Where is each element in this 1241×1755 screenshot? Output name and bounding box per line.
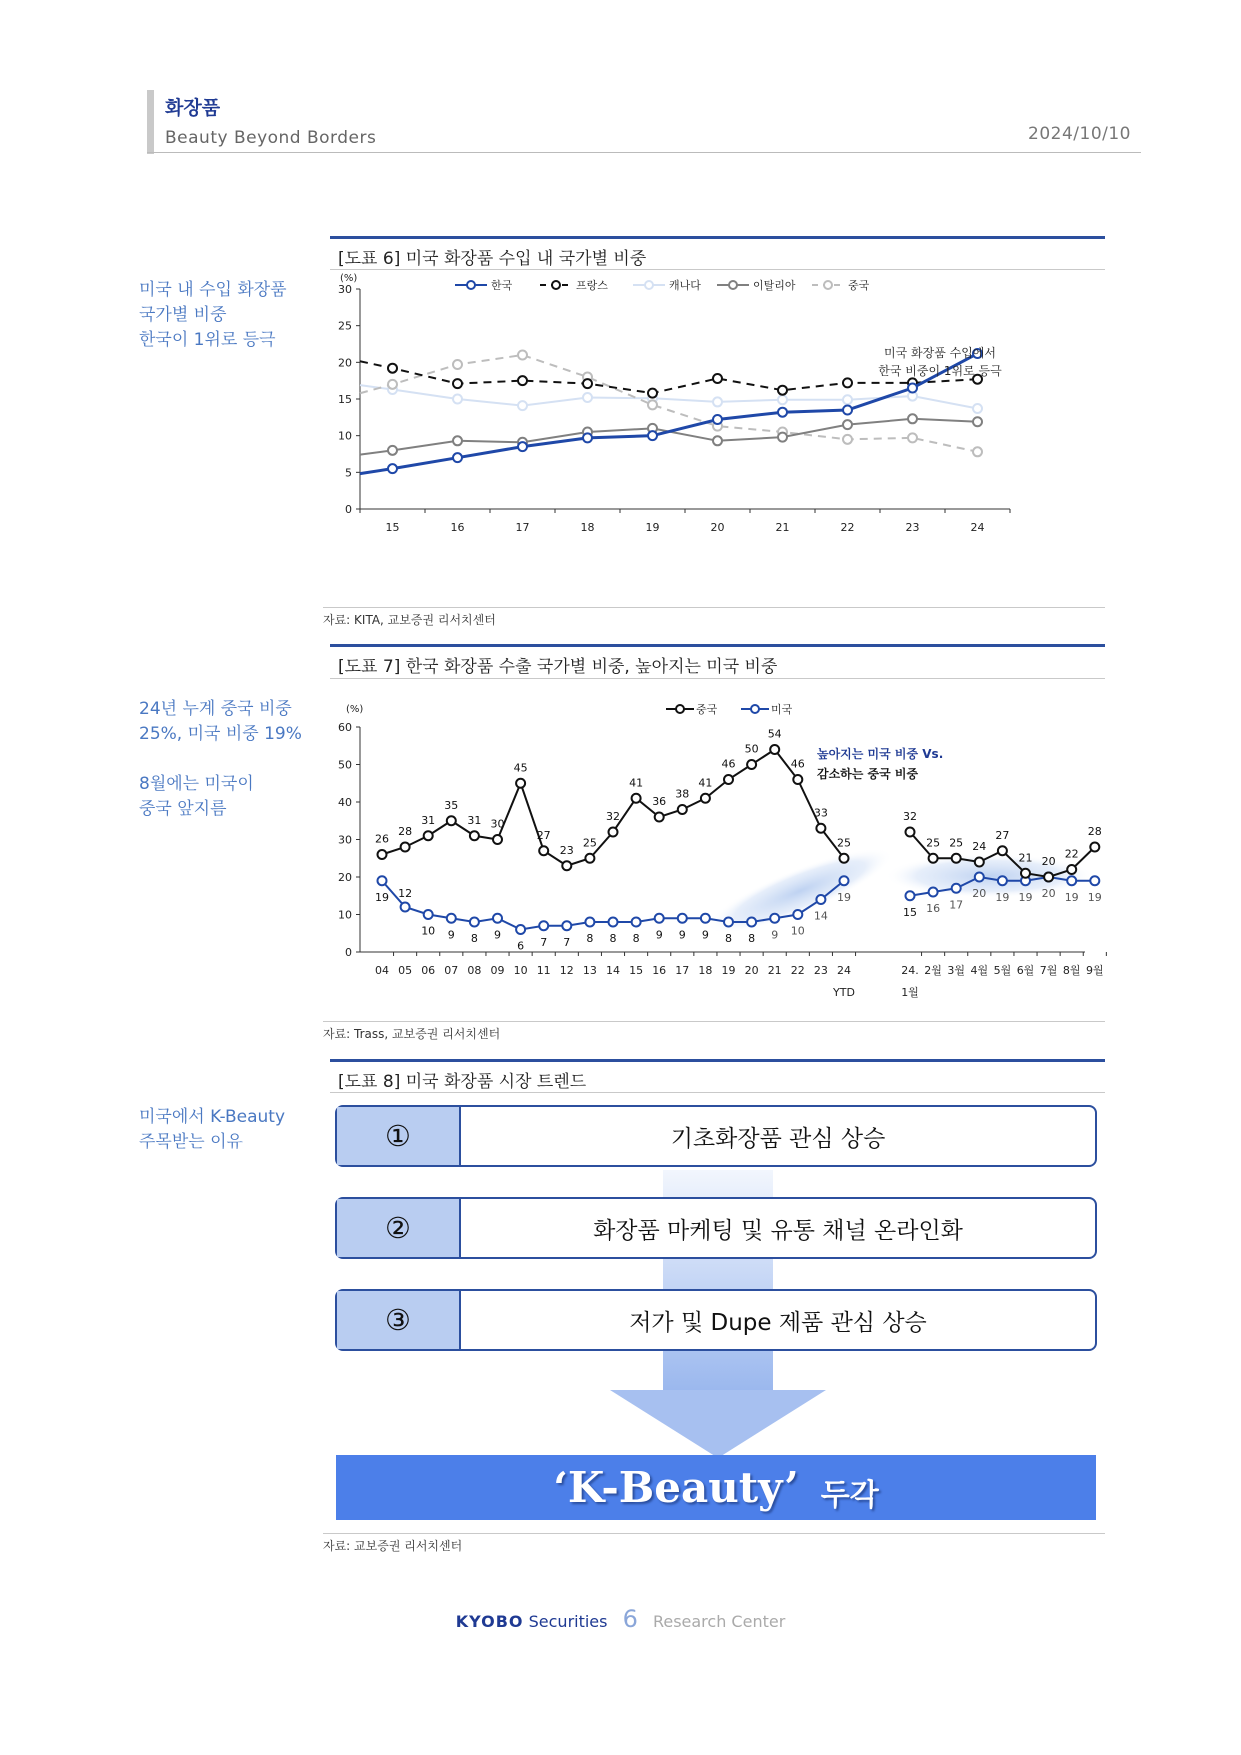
- data-point: [562, 861, 571, 870]
- data-label: 7: [540, 935, 548, 949]
- y-tick-label: 15: [338, 393, 352, 406]
- data-label: 9: [655, 928, 663, 942]
- x-tick-label: 15: [385, 521, 400, 534]
- legend-item: [455, 278, 513, 292]
- y-tick-label: 50: [338, 758, 352, 772]
- x-tick-label: 17: [515, 521, 530, 534]
- data-point: [378, 876, 387, 885]
- x-tick-label: 08: [467, 964, 482, 977]
- data-point: [648, 431, 657, 440]
- data-point: [583, 379, 592, 388]
- legend-item: [717, 278, 796, 292]
- data-point: [840, 854, 849, 863]
- data-point: [632, 918, 641, 927]
- data-point: [770, 914, 779, 923]
- data-label: 8: [586, 932, 594, 945]
- legend-label: 한국: [491, 279, 513, 292]
- data-label: 9: [771, 928, 779, 942]
- legend-label: 미국: [771, 703, 793, 716]
- side-note-line: 미국 내 수입 화장품: [139, 280, 287, 300]
- data-label: 19: [375, 890, 389, 904]
- data-point: [793, 910, 802, 919]
- side-note-line: 국가별 비중: [139, 305, 227, 325]
- x-tick-label: 20: [710, 521, 725, 534]
- data-point: [424, 831, 433, 840]
- fig7-bottom-rule: [323, 1021, 1105, 1022]
- report-date: 2024/10/10: [1028, 124, 1131, 144]
- y-tick-label: 10: [338, 429, 352, 443]
- legend-marker: [824, 281, 832, 289]
- data-point: [793, 775, 802, 784]
- x-tick-label: 9월: [1085, 964, 1104, 977]
- legend-marker: [552, 281, 560, 289]
- kbeauty-banner: [336, 1455, 1096, 1520]
- fig7-chart: [330, 692, 1105, 1012]
- data-point: [583, 433, 592, 442]
- y-tick-label: 40: [338, 796, 352, 809]
- x-tick-label: 09: [490, 964, 505, 977]
- data-point: [585, 854, 594, 863]
- report-subtitle: Beauty Beyond Borders: [165, 128, 377, 148]
- x-tick-label: 16: [652, 964, 667, 977]
- data-point: [518, 376, 527, 385]
- data-point: [816, 895, 825, 904]
- fig7-annotation-line2: 감소하는 중국 비중: [817, 767, 919, 781]
- data-point: [516, 925, 525, 934]
- data-label: 27: [995, 828, 1010, 842]
- trend-box-3: [335, 1289, 1097, 1351]
- data-point: [929, 888, 938, 897]
- side-note-fig7: [139, 697, 314, 822]
- side-note-line: 주목받는 이유: [139, 1132, 243, 1152]
- fig6-top-rule: [330, 236, 1105, 239]
- series-line: [360, 419, 978, 455]
- side-note-line: 24년 누계 중국 비중: [139, 699, 292, 719]
- x-tick-label: 16: [450, 521, 465, 534]
- data-label: 21: [1018, 851, 1033, 865]
- data-point: [518, 442, 527, 451]
- x-tick-label: 07: [444, 964, 459, 977]
- data-point: [424, 910, 433, 919]
- fig6-annotation-line1: 미국 화장품 수입에서: [884, 346, 996, 360]
- x-tick-label: 18: [698, 964, 713, 977]
- data-label: 41: [629, 776, 644, 790]
- legend-item: [741, 702, 793, 716]
- x-tick-label: 23: [905, 521, 920, 534]
- data-point: [908, 384, 917, 393]
- legend-marker: [467, 281, 475, 289]
- legend-marker: [676, 705, 684, 713]
- data-point: [778, 408, 787, 417]
- data-point: [816, 824, 825, 833]
- fig8-title-rule: [330, 1092, 1105, 1093]
- data-label: 19: [837, 890, 851, 904]
- data-point: [562, 921, 571, 930]
- legend-item: [812, 279, 870, 292]
- data-point: [906, 891, 915, 900]
- data-label: 25: [837, 836, 851, 850]
- y-tick-label: 5: [345, 466, 352, 480]
- data-label: 19: [995, 890, 1010, 904]
- x-tick-label: 17: [675, 964, 690, 977]
- data-point: [539, 921, 548, 930]
- data-point: [648, 389, 657, 398]
- data-label: 17: [949, 898, 964, 912]
- data-point: [518, 401, 527, 410]
- data-point: [678, 914, 687, 923]
- data-label: 46: [790, 757, 805, 771]
- data-label: 26: [375, 832, 389, 846]
- legend-item: [540, 278, 608, 292]
- data-point: [678, 805, 687, 814]
- x-tick-sublabel: 1월: [901, 986, 919, 999]
- data-point: [447, 914, 456, 923]
- x-tick-label: 21: [775, 521, 790, 534]
- x-tick-label: 23: [813, 964, 828, 977]
- x-tick-label: 12: [559, 964, 574, 977]
- fig6-chart: [330, 273, 1105, 603]
- data-label: 12: [398, 887, 413, 900]
- fig7-axes: [338, 704, 1106, 999]
- data-point: [975, 858, 984, 867]
- data-label: 32: [903, 810, 917, 823]
- y-tick-label: 30: [338, 283, 352, 296]
- x-tick-label: 7월: [1039, 964, 1058, 977]
- trend-number: ③: [337, 1291, 461, 1349]
- data-point: [609, 828, 618, 837]
- data-label: 19: [1018, 890, 1033, 904]
- data-label: 16: [926, 902, 941, 915]
- data-label: 31: [421, 813, 436, 827]
- data-point: [388, 364, 397, 373]
- data-label: 20: [1041, 887, 1056, 900]
- x-tick-label: 14: [606, 964, 620, 977]
- page-number: 6: [622, 1605, 638, 1633]
- data-point: [453, 436, 462, 445]
- x-tick-label: 15: [629, 964, 644, 977]
- data-label: 15: [903, 905, 917, 919]
- legend-label: 중국: [848, 279, 870, 292]
- data-point: [770, 745, 779, 754]
- data-label: 23: [559, 843, 574, 857]
- side-note-line: 25%, 미국 비중 19%: [139, 724, 302, 744]
- trend-box-2: [335, 1197, 1097, 1259]
- x-tick-label: 24.: [901, 964, 919, 977]
- data-point: [908, 433, 917, 442]
- x-tick-label: 2월: [924, 964, 942, 977]
- trend-text: 기초화장품 관심 상승: [670, 1125, 886, 1152]
- section-title: 화장품: [165, 97, 221, 119]
- x-tick-label: 24: [970, 521, 985, 534]
- data-point: [747, 760, 756, 769]
- data-point: [1067, 865, 1076, 874]
- data-point: [724, 918, 733, 927]
- data-point: [401, 843, 410, 852]
- kbeauty-banner-sub: 두각: [820, 1477, 879, 1513]
- data-point: [1044, 873, 1053, 882]
- data-point: [778, 433, 787, 442]
- footer-brand-sub: Securities: [528, 1612, 608, 1631]
- data-point: [1090, 876, 1099, 885]
- data-label: 38: [675, 787, 690, 801]
- x-tick-label: 8월: [1062, 964, 1081, 977]
- data-point: [843, 420, 852, 429]
- data-label: 36: [652, 795, 667, 808]
- data-point: [973, 404, 982, 413]
- data-point: [952, 884, 961, 893]
- data-label: 8: [609, 932, 617, 945]
- data-point: [843, 378, 852, 387]
- data-point: [840, 876, 849, 885]
- side-note-line: [139, 747, 314, 772]
- data-point: [843, 395, 852, 404]
- side-note-line: 8월에는 미국이: [139, 774, 254, 794]
- data-point: [908, 414, 917, 423]
- data-label: 22: [1064, 847, 1079, 861]
- data-point: [1021, 869, 1030, 878]
- fig6-legend: [455, 278, 870, 292]
- data-point: [453, 379, 462, 388]
- header-accent-bar: [147, 90, 154, 154]
- data-point: [1067, 876, 1076, 885]
- y-tick-label: 0: [345, 503, 352, 516]
- data-point: [655, 914, 664, 923]
- data-point: [747, 918, 756, 927]
- data-label: 19: [1087, 890, 1102, 904]
- data-point: [843, 435, 852, 444]
- x-tick-label: 10: [513, 964, 528, 977]
- data-label: 6: [517, 939, 525, 953]
- fig7-highlight-monthly: [885, 854, 1095, 898]
- data-label: 45: [513, 761, 528, 775]
- y-unit-label: (%): [346, 704, 364, 715]
- x-tick-label: 13: [582, 964, 597, 977]
- series-이탈리아: [360, 414, 982, 455]
- y-unit-label: (%): [340, 273, 358, 284]
- side-note-line: 미국에서 K-Beauty: [139, 1107, 286, 1127]
- data-point: [388, 446, 397, 455]
- fig7-title: [도표 7] 한국 화장품 수출 국가별 비중, 높아지는 미국 비중: [338, 657, 778, 677]
- y-tick-label: 60: [338, 721, 352, 734]
- legend-item: [666, 703, 718, 716]
- data-label: 25: [926, 836, 941, 850]
- data-point: [493, 914, 502, 923]
- trend-text: 화장품 마케팅 및 유통 채널 온라인화: [593, 1217, 963, 1244]
- data-point: [518, 351, 527, 360]
- legend-label: 중국: [696, 703, 718, 716]
- data-point: [632, 794, 641, 803]
- data-label: 10: [421, 924, 436, 938]
- data-label: 8: [748, 932, 756, 945]
- y-tick-label: 20: [338, 871, 352, 884]
- data-label: 54: [767, 727, 782, 741]
- data-point: [378, 850, 387, 859]
- data-label: 19: [1064, 890, 1079, 904]
- header-divider: [147, 152, 1141, 153]
- data-point: [388, 380, 397, 389]
- data-point: [648, 400, 657, 409]
- data-point: [453, 453, 462, 462]
- legend-label: 이탈리아: [753, 279, 796, 292]
- data-point: [470, 831, 479, 840]
- footer-brand: KYOBO: [455, 1612, 524, 1631]
- fig6-bottom-rule: [323, 607, 1105, 608]
- fig8-title: [도표 8] 미국 화장품 시장 트렌드: [338, 1072, 587, 1092]
- data-point: [1090, 843, 1099, 852]
- fig6-annotation-line2: 한국 비중이 1위로 등극: [878, 364, 1002, 378]
- data-label: 50: [744, 742, 759, 756]
- data-point: [973, 417, 982, 426]
- data-point: [998, 876, 1007, 885]
- x-tick-label: 05: [398, 964, 413, 977]
- x-tick-label: 22: [840, 521, 855, 534]
- data-point: [447, 816, 456, 825]
- side-note-fig8: [139, 1105, 314, 1155]
- x-tick-label: 06: [421, 964, 436, 977]
- data-label: 9: [447, 928, 455, 942]
- data-point: [539, 846, 548, 855]
- data-point: [585, 918, 594, 927]
- data-point: [701, 914, 710, 923]
- data-point: [778, 395, 787, 404]
- data-point: [453, 395, 462, 404]
- x-tick-label: 24: [837, 964, 851, 977]
- data-point: [453, 360, 462, 369]
- x-tick-label: 3월: [947, 964, 966, 977]
- data-point: [713, 415, 722, 424]
- x-tick-label: 18: [580, 521, 595, 534]
- x-tick-label: 4월: [970, 964, 989, 977]
- data-point: [843, 406, 852, 415]
- data-point: [998, 846, 1007, 855]
- data-point: [493, 835, 502, 844]
- x-tick-label: 19: [721, 964, 736, 977]
- data-label: 30: [490, 817, 505, 831]
- data-label: 35: [444, 798, 459, 812]
- fig6-source: 자료: KITA, 교보증권 리서치센터: [323, 613, 496, 627]
- data-label: 9: [494, 928, 501, 942]
- fig8-bottom-rule: [323, 1533, 1105, 1534]
- data-point: [713, 436, 722, 445]
- legend-label: 프랑스: [576, 279, 608, 292]
- x-tick-label: 19: [645, 521, 660, 534]
- data-point: [952, 854, 961, 863]
- data-label: 20: [1041, 855, 1056, 868]
- fig6-axes: [338, 273, 1010, 534]
- y-tick-label: 30: [338, 833, 352, 847]
- data-label: 8: [470, 932, 478, 945]
- x-tick-label: 11: [536, 964, 551, 977]
- data-label: 28: [1087, 825, 1102, 838]
- fig7-title-rule: [330, 678, 1105, 679]
- fig7-top-rule: [330, 644, 1105, 647]
- data-label: 7: [563, 935, 571, 949]
- x-tick-sublabel: YTD: [833, 986, 855, 999]
- side-note-line: 중국 앞지름: [139, 799, 227, 819]
- data-label: 28: [398, 825, 413, 838]
- data-label: 8: [725, 932, 732, 945]
- kbeauty-banner-main: ‘K-Beauty’: [553, 1463, 799, 1512]
- fig6-title-rule: [330, 269, 1105, 270]
- y-tick-label: 25: [338, 319, 352, 333]
- trend-number: ①: [337, 1107, 461, 1165]
- footer-research-center: Research Center: [652, 1612, 786, 1631]
- data-label: 20: [972, 887, 987, 900]
- fig7-legend: [666, 702, 793, 716]
- data-label: 41: [698, 776, 713, 790]
- data-point: [973, 447, 982, 456]
- data-label: 32: [606, 810, 620, 823]
- x-tick-label: 04: [375, 964, 389, 977]
- data-point: [929, 854, 938, 863]
- data-point: [906, 828, 915, 837]
- y-tick-label: 0: [345, 946, 352, 959]
- data-point: [516, 779, 525, 788]
- data-point: [724, 775, 733, 784]
- data-label: 25: [949, 836, 964, 850]
- data-label: 25: [582, 836, 597, 850]
- legend-marker: [645, 281, 653, 289]
- fig6-title: [도표 6] 미국 화장품 수입 내 국가별 비중: [338, 249, 647, 269]
- trend-number: ②: [337, 1199, 461, 1257]
- legend-marker: [729, 281, 737, 289]
- x-tick-label: 5월: [993, 964, 1012, 977]
- data-label: 9: [678, 928, 686, 942]
- trend-text: 저가 및 Dupe 제품 관심 상승: [629, 1309, 927, 1336]
- data-label: 31: [467, 813, 482, 827]
- trend-box-1: [335, 1105, 1097, 1167]
- data-label: 46: [721, 757, 736, 771]
- data-point: [470, 918, 479, 927]
- data-point: [713, 374, 722, 383]
- x-tick-label: 21: [767, 964, 782, 977]
- legend-item: [633, 278, 701, 292]
- data-label: 8: [632, 932, 640, 945]
- data-point: [609, 918, 618, 927]
- y-tick-label: 20: [338, 356, 352, 370]
- legend-label: 캐나다: [669, 279, 701, 292]
- data-point: [401, 903, 410, 912]
- data-point: [778, 386, 787, 395]
- x-tick-label: 22: [790, 964, 805, 977]
- y-tick-label: 10: [338, 908, 352, 922]
- page-footer: [0, 1605, 1241, 1633]
- data-label: 24: [972, 840, 987, 853]
- data-label: 14: [813, 909, 828, 923]
- fig8-top-rule: [330, 1059, 1105, 1062]
- fig7-annotation-line1: 높아지는 미국 비중 Vs.: [817, 747, 944, 761]
- data-point: [713, 397, 722, 406]
- side-note-line: 한국이 1위로 등극: [139, 330, 276, 350]
- fig8-source: 자료: 교보증권 리서치센터: [323, 1539, 463, 1553]
- data-point: [388, 464, 397, 473]
- x-tick-label: 20: [744, 964, 759, 977]
- data-label: 27: [536, 828, 551, 842]
- data-label: 9: [701, 928, 709, 942]
- data-point: [701, 794, 710, 803]
- side-note-fig6: [139, 278, 314, 353]
- data-point: [583, 393, 592, 402]
- data-label: 10: [790, 924, 805, 938]
- x-tick-label: 6월: [1016, 964, 1035, 977]
- data-point: [975, 873, 984, 882]
- fig7-source: 자료: Trass, 교보증권 리서치센터: [323, 1027, 501, 1041]
- data-label: 33: [813, 806, 828, 820]
- data-point: [655, 813, 664, 822]
- legend-marker: [751, 705, 759, 713]
